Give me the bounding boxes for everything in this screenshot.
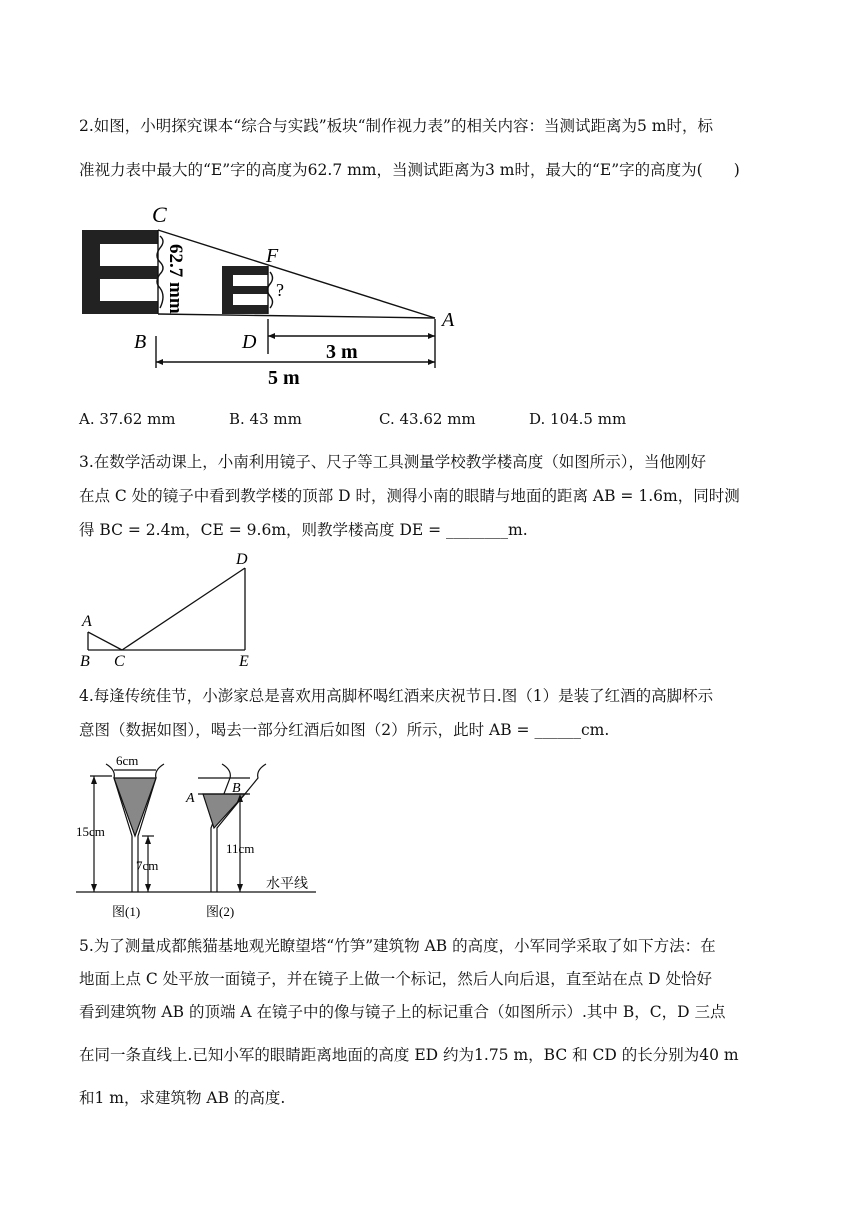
label-3m: 3 m bbox=[326, 341, 358, 363]
q2-options bbox=[79, 410, 784, 430]
option-c[interactable]: C. 43.62 mm bbox=[379, 410, 476, 428]
label-a: A bbox=[186, 791, 195, 806]
q2-line-1: 2.如图，小明探究课本“综合与实践”板块“制作视力表”的相关内容：当测试距离为5 m时，标 bbox=[79, 117, 713, 135]
label-height: 62.7 mm bbox=[165, 244, 186, 314]
label-f: F bbox=[266, 245, 279, 267]
label-e: E bbox=[239, 653, 249, 670]
label-question: ? bbox=[276, 280, 284, 300]
label-a: A bbox=[442, 309, 455, 331]
line-ba bbox=[158, 314, 435, 318]
label-a: A bbox=[82, 613, 92, 630]
q4-line-1: 4.每逢传统佳节，小澎家总是喜欢用高脚杯喝红酒来庆祝节日.图（1）是装了红酒的高脚杯示 bbox=[79, 687, 714, 705]
q3-mirror-figure bbox=[76, 548, 266, 670]
label-d: D bbox=[236, 551, 248, 568]
small-e-letter bbox=[222, 266, 268, 314]
label-7cm: 7cm bbox=[136, 858, 159, 873]
q4-line-2: 意图（数据如图），喝去一部分红酒后如图（2）所示，此时 AB = ______cm. bbox=[79, 721, 610, 739]
label-c: C bbox=[114, 653, 125, 670]
label-d: D bbox=[242, 331, 257, 353]
q4-wine-glass-figure bbox=[76, 750, 326, 922]
q5-line-5: 和1 m，求建筑物 AB 的高度. bbox=[79, 1089, 286, 1107]
option-b[interactable]: B. 43 mm bbox=[229, 410, 302, 428]
line-ca bbox=[158, 230, 435, 318]
label-c: C bbox=[152, 202, 167, 227]
q2-eye-chart-figure bbox=[78, 196, 468, 392]
q5-line-2: 地面上点 C 处平放一面镜子，并在镜子上做一个标记，然后人向后退，直至站在点 D 处恰好 bbox=[79, 970, 712, 988]
label-15cm: 15cm bbox=[76, 824, 105, 839]
q2-line-2: 准视力表中最大的“E”字的高度为62.7 mm，当测试距离为3 m时，最大的“E”字的高度为( ) bbox=[79, 161, 740, 179]
caption-fig-2: 图(2) bbox=[206, 904, 235, 919]
q5-line-3: 看到建筑物 AB 的顶端 A 在镜子中的像与镜子上的标记重合（如图所示）.其中 B，C，D 三点 bbox=[79, 1003, 726, 1021]
option-d[interactable]: D. 104.5 mm bbox=[529, 410, 627, 428]
caption-fig-1: 图(1) bbox=[112, 904, 141, 919]
q3-line-3: 得 BC = 2.4m，CE = 9.6m，则教学楼高度 DE = ________m. bbox=[79, 521, 528, 539]
label-5m: 5 m bbox=[268, 367, 300, 389]
q3-line-1: 3.在数学活动课上，小南利用镜子、尺子等工具测量学校教学楼高度（如图所示），当他刚好 bbox=[79, 453, 707, 471]
big-e-letter bbox=[82, 230, 158, 314]
q5-line-4: 在同一条直线上.已知小军的眼睛距离地面的高度 ED 约为1.75 m，BC 和 CD 的长分别为40 m bbox=[79, 1046, 739, 1064]
label-b: B bbox=[232, 781, 241, 796]
label-b: B bbox=[134, 331, 147, 353]
label-horizon: 水平线 bbox=[266, 877, 308, 892]
label-b: B bbox=[80, 653, 90, 670]
label-6cm: 6cm bbox=[116, 753, 139, 768]
q5-line-1: 5.为了测量成都熊猫基地观光瞭望塔“竹笋”建筑物 AB 的高度，小军同学采取了如下方法：在 bbox=[79, 937, 716, 955]
wine-full bbox=[114, 778, 156, 836]
option-a[interactable]: A. 37.62 mm bbox=[79, 410, 176, 428]
q3-line-2: 在点 C 处的镜子中看到教学楼的顶部 D 时，测得小南的眼睛与地面的距离 AB = 1.6m，同时测 bbox=[79, 487, 740, 505]
label-11cm: 11cm bbox=[226, 841, 255, 856]
